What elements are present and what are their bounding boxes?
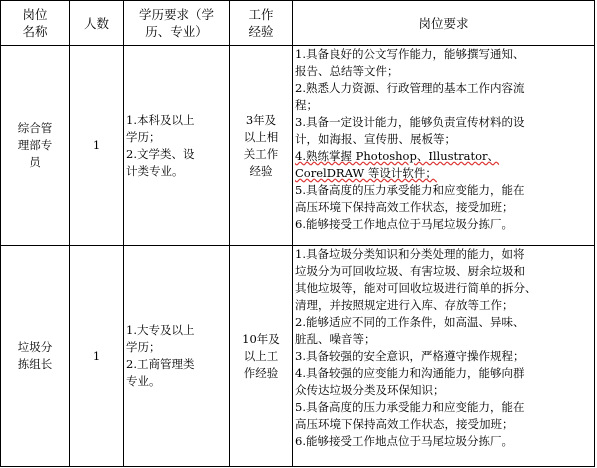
requirement-line: 脏乱、噪音等；: [295, 332, 376, 346]
experience-cell: 10年及 以上工 作经验: [230, 246, 293, 467]
requirement-line: 程；: [295, 98, 318, 112]
requirement-line: 4.具备较强的应变能力和沟通能力，能够向群: [295, 366, 525, 380]
header-requirements: 岗位要求: [293, 1, 595, 46]
requirement-line: 6.能够接受工作地点位于马尾垃圾分拣厂。: [295, 434, 513, 448]
requirement-line: 5.具备高度的压力承受能力和应变能力，能在: [295, 183, 525, 197]
position-name-cell: 垃圾分 拣组长: [1, 246, 70, 467]
education-cell: [124, 246, 230, 467]
requirement-line: 报告、总结等文件；: [295, 64, 399, 78]
header-education: 学历要求（学 历、专业）: [124, 1, 230, 46]
requirement-line: 高压环境下保持高效工作状态，接受加班；: [295, 417, 514, 431]
requirement-line: 6.能够接受工作地点位于马尾垃圾分拣厂。: [295, 217, 513, 231]
headcount-cell: 1: [70, 46, 124, 246]
education-line: 1.大专及以上: [126, 323, 195, 337]
header-position-name: 岗位 名称: [1, 1, 70, 46]
requirement-line: 计，如海报、宣传册、展板等；: [295, 132, 456, 146]
requirements-cell: [293, 246, 595, 467]
header-experience: 工作 经验: [230, 1, 293, 46]
requirement-line: 1.具备垃圾分类知识和分类处理的能力，如将: [295, 247, 525, 261]
requirement-line: 4.熟练掌握 Photoshop、Illustrator、: [295, 149, 500, 163]
requirement-line: 垃圾分为可回收垃圾、有害垃圾、厨余垃圾和: [295, 264, 525, 278]
table-header-row: [1, 1, 595, 46]
position-name-cell: 综合管 理部专 员: [1, 46, 70, 246]
education-line: 1.本科及以上: [126, 112, 195, 127]
requirement-line: 2.熟悉人力资源、行政管理的基本工作内容流: [295, 81, 525, 95]
requirement-line: 高压环境下保持高效工作状态，接受加班；: [295, 200, 514, 214]
requirement-line: CorelDRAW 等设计软件；: [295, 166, 437, 180]
education-line: 2.工商管理类: [126, 357, 195, 371]
requirement-line: 其他垃圾等，能对可回收垃圾进行简单的拆分、: [295, 281, 537, 295]
requirement-line: 众传达垃圾分类及环保知识；: [295, 383, 445, 397]
education-cell: [124, 46, 230, 246]
requirement-line: 2.能够适应不同的工作条件，如高温、异味、: [295, 315, 525, 329]
requirement-line: 3.具备较强的安全意识，严格遵守操作规程；: [295, 349, 525, 363]
requirement-line: 3.具备一定设计能力，能够负责宣传材料的设: [295, 115, 525, 129]
requirement-line: 5.具备高度的压力承受能力和应变能力，能在: [295, 400, 525, 414]
table-row: [1, 46, 595, 246]
education-line: 学历；: [126, 129, 161, 144]
education-line: 计类专业。: [126, 163, 184, 178]
requirement-line: 1.具备良好的公文写作能力，能够撰写通知、: [295, 47, 525, 61]
headcount-cell: 1: [70, 246, 124, 467]
experience-cell: 3年及 以上相 关工作 经验: [230, 46, 293, 246]
education-line: 2.文学类、设: [126, 146, 195, 161]
table-row: [1, 246, 595, 467]
header-headcount: 人数: [70, 1, 124, 46]
requirements-cell: [293, 46, 595, 246]
education-line: 专业。: [126, 374, 161, 388]
education-line: 学历；: [126, 340, 161, 354]
requirement-line: 清理，并按照规定进行入库、存放等工作；: [295, 298, 514, 312]
